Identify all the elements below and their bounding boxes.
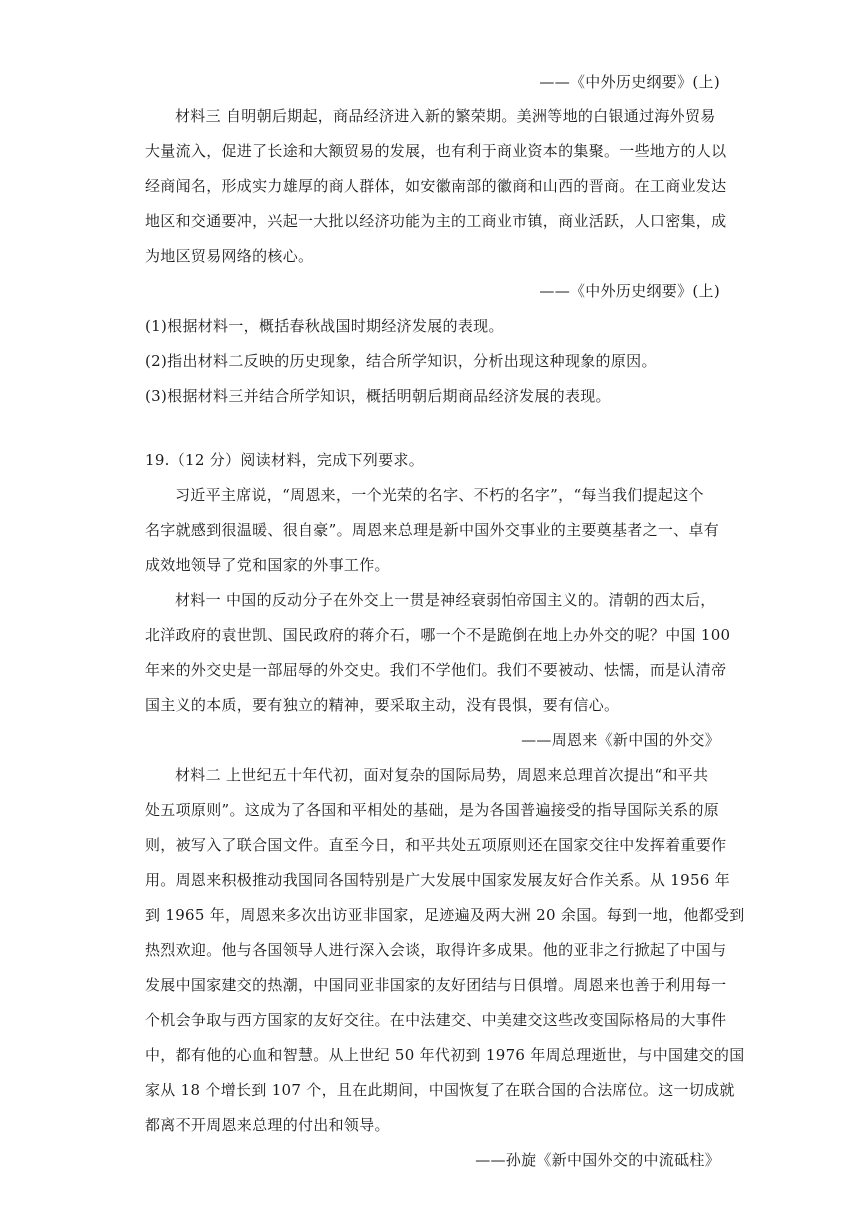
material2-line: 中，都有他的心血和智慧。从上世纪 50 年代初到 1976 年周总理逝世，与中国建交的国	[145, 1046, 745, 1064]
material3-line: 地区和交通要冲，兴起一大批以经济功能为主的工商业市镇，商业活跃，人口密集，成	[145, 212, 727, 230]
material2-citation: ——孙旋《新中国外交的中流砥柱》	[475, 1151, 720, 1169]
material2-line: 到 1965 年，周恩来多次出访亚非国家，足迹遍及两大洲 20 余国。每到一地，他都受到	[145, 906, 745, 924]
question-item: (3)根据材料三并结合所学知识，概括明朝后期商品经济发展的表现。	[145, 387, 611, 405]
material3-citation: ——《中外历史纲要》(上)	[539, 282, 720, 300]
intro-line: 名字就感到很温暖、很自豪”。周恩来总理是新中国外交事业的主要奠基者之一、卓有	[145, 521, 720, 539]
intro-line: 习近平主席说，“周恩来，一个光荣的名字、不朽的名字”，“每当我们提起这个	[175, 486, 704, 504]
material2-line: 处五项原则”。这成为了各国和平相处的基础，是为各国普遍接受的指导国际关系的原	[145, 801, 720, 819]
material2-line: 发展中国家建交的热潮，中国同亚非国家的友好团结与日俱增。周恩来也善于利用每一	[145, 976, 727, 994]
question-19-header: 19.（12 分）阅读材料，完成下列要求。	[145, 451, 425, 469]
material1-line: 年来的外交史是一部屈辱的外交史。我们不学他们。我们不要被动、怯懦，而是认清帝	[145, 661, 727, 679]
material3-line: 材料三 自明朝后期起，商品经济进入新的繁荣期。美洲等地的白银通过海外贸易	[175, 107, 716, 125]
material1-line: 材料一 中国的反动分子在外交上一贯是神经衰弱怕帝国主义的。清朝的西太后，	[175, 591, 716, 609]
material2-line: 个机会争取与西方国家的友好交往。在中法建交、中美建交这些改变国际格局的大事件	[145, 1011, 727, 1029]
material3-line: 经商闻名，形成实力雄厚的商人群体，如安徽南部的徽商和山西的晋商。在工商业发达	[145, 177, 727, 195]
material3-line: 为地区贸易网络的核心。	[145, 247, 314, 265]
material2-line: 材料二 上世纪五十年代初，面对复杂的国际局势，周恩来总理首次提出“和平共	[175, 766, 709, 784]
material2-line: 则，被写入了联合国文件。直至今日，和平共处五项原则还在国家交往中发挥着重要作	[145, 836, 727, 854]
question-item: (1)根据材料一，概括春秋战国时期经济发展的表现。	[145, 317, 504, 335]
material2-line: 用。周恩来积极推动我国同各国特别是广大发展中国家发展友好合作关系。从 1956 年	[145, 871, 731, 889]
material3-line: 大量流入，促进了长途和大额贸易的发展，也有利于商业资本的集聚。一些地方的人以	[145, 142, 727, 160]
question-item: (2)指出材料二反映的历史现象，结合所学知识，分析出现这种现象的原因。	[145, 352, 657, 370]
material2-line: 热烈欢迎。他与各国领导人进行深入会谈，取得许多成果。他的亚非之行掀起了中国与	[145, 941, 727, 959]
material1-citation: ——周恩来《新中国的外交》	[521, 731, 720, 749]
material2-line: 家从 18 个增长到 107 个，且在此期间，中国恢复了在联合国的合法席位。这一切成就	[145, 1081, 735, 1099]
material1-line: 国主义的本质，要有独立的精神，要采取主动，没有畏惧，要有信心。	[145, 696, 620, 714]
intro-line: 成效地领导了党和国家的外事工作。	[145, 556, 390, 574]
material1-line: 北洋政府的袁世凯、国民政府的蒋介石，哪一个不是跪倒在地上办外交的呢？中国 100	[145, 626, 731, 644]
citation-top: ——《中外历史纲要》(上)	[539, 73, 720, 91]
material2-line: 都离不开周恩来总理的付出和领导。	[145, 1116, 390, 1134]
